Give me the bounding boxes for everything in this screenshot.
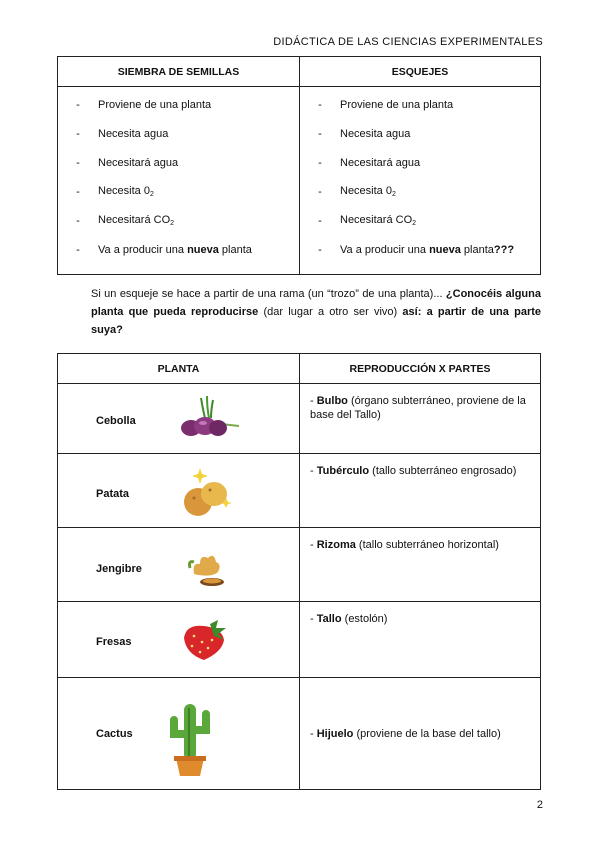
list-item: - Necesita agua xyxy=(76,127,169,140)
reproduction-cell: - Tallo (estolón) xyxy=(300,602,541,678)
page-number: 2 xyxy=(536,799,543,811)
semillas-list xyxy=(58,87,300,275)
plants-table xyxy=(57,353,541,790)
question-paragraph: Si un esqueje se hace a partir de una rama (un “trozo” de una planta)... ¿Conocéis alguna planta que pueda reproducirse (dar lugar a otro ser vivo) así: a partir de una parte suya? xyxy=(91,288,542,336)
list-item: - Necesita agua xyxy=(318,127,411,140)
list-item: - Necesitará agua xyxy=(318,156,421,169)
potato-icon xyxy=(178,468,238,520)
list-item: - Proviene de una planta xyxy=(76,98,212,111)
comparison-table xyxy=(57,56,541,275)
plant-name: Fresas xyxy=(96,636,132,648)
reproduction-cell: - Tubérculo (tallo subterráneo engrosado) xyxy=(300,454,541,528)
reproduction-cell: - Bulbo (órgano subterráneo, proviene de la base del Tallo) xyxy=(300,384,541,454)
list-item: - Necesita $0_2$ xyxy=(318,185,396,198)
esquejes-list xyxy=(300,87,541,275)
col-header-semillas: SIEMBRA DE SEMILLAS xyxy=(58,57,300,87)
list-item: - Necesitará $CO_2$ xyxy=(76,214,175,227)
reproduction-cell: - Rizoma (tallo subterráneo horizontal) xyxy=(300,528,541,602)
table-row xyxy=(58,454,541,528)
list-item: - Necesitará agua xyxy=(76,156,179,169)
col-header-esquejes: ESQUEJES xyxy=(300,57,541,87)
list-item: - Va a producir una nueva planta xyxy=(76,243,252,256)
list-item: - Proviene de una planta xyxy=(318,98,454,111)
list-item: - Necesita $0_2$ xyxy=(76,185,154,198)
table-row xyxy=(58,602,541,678)
page-header: DIDÁCTICA DE LAS CIENCIAS EXPERIMENTALES xyxy=(273,36,543,48)
plant-name: Cebolla xyxy=(96,415,136,427)
cactus-icon xyxy=(162,700,218,780)
reproduction-cell: - Hijuelo (proviene de la base del tallo) xyxy=(300,678,541,790)
onion-icon xyxy=(173,390,243,440)
col-header-planta: PLANTA xyxy=(58,354,300,384)
plant-name: Cactus xyxy=(96,728,133,740)
strawberry-icon xyxy=(178,618,230,666)
plant-name: Patata xyxy=(96,488,130,500)
table-row xyxy=(58,528,541,602)
list-item: - Va a producir una nueva planta??? xyxy=(318,243,515,256)
list-item: - Necesitará $CO_2$ xyxy=(318,214,417,227)
ginger-icon xyxy=(186,548,228,588)
table-row xyxy=(58,384,541,454)
plant-name: Jengibre xyxy=(96,563,142,575)
table-row xyxy=(58,678,541,790)
col-header-reproduccion: REPRODUCCIÓN X PARTES xyxy=(300,354,541,384)
